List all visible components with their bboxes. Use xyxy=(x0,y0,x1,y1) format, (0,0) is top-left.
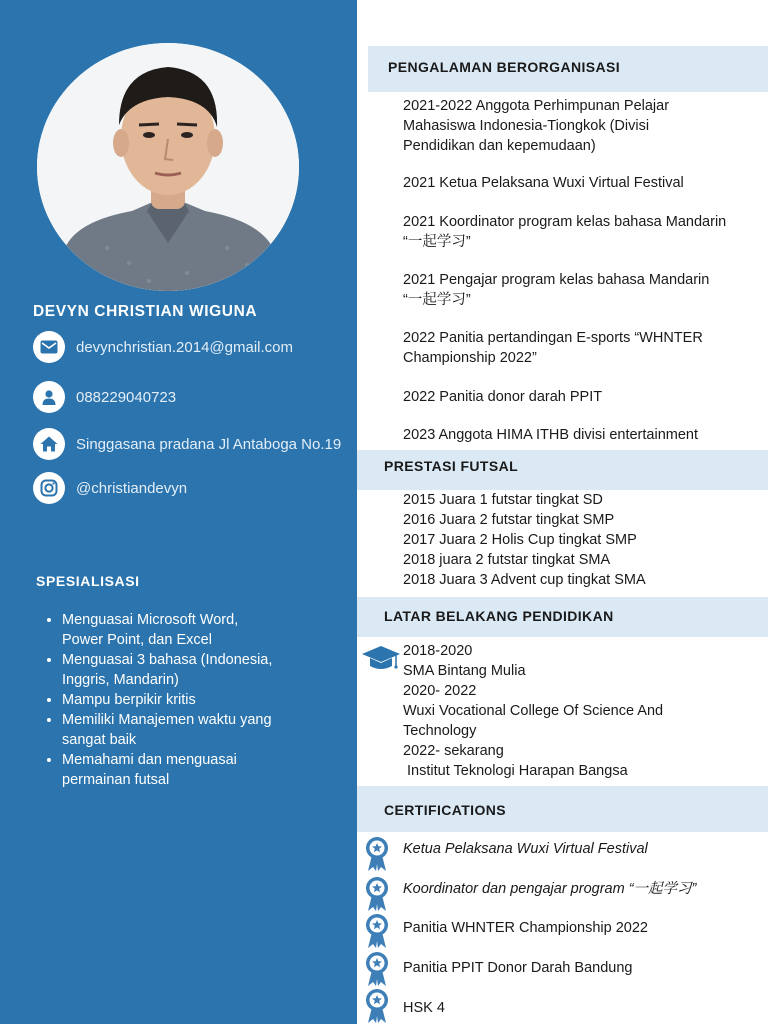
futsal-heading: PRESTASI FUTSAL xyxy=(384,458,519,474)
contact-email[interactable] xyxy=(33,331,293,363)
address-text: Singgasana pradana Jl Antaboga No.19 xyxy=(76,435,342,453)
education-line: SMA Bintang Mulia xyxy=(403,663,526,679)
education-line: 2018-2020 xyxy=(403,643,473,659)
organization-item: 2021 Pengajar program kelas bahasa Mandarin “一起学习” xyxy=(403,272,710,308)
futsal-item: 2016 Juara 2 futstar tingkat SMP xyxy=(403,512,615,528)
education-line: Wuxi Vocational College Of Science And xyxy=(403,703,664,719)
instagram-text[interactable]: @christiandevyn xyxy=(76,479,188,497)
futsal-item: 2018 Juara 3 Advent cup tingkat SMA xyxy=(403,572,646,588)
certification-item: HSK 4 xyxy=(403,1000,445,1016)
portrait-illustration xyxy=(37,43,299,291)
education-line: 2022- sekarang xyxy=(403,743,504,759)
organization-heading: PENGALAMAN BERORGANISASI xyxy=(388,59,621,75)
award-ribbon-icon xyxy=(364,951,390,987)
certification-item: Koordinator dan pengajar program “一起学习” xyxy=(403,881,697,897)
contact-address xyxy=(33,428,341,460)
contact-instagram[interactable] xyxy=(33,472,187,504)
organization-item: 2022 Panitia donor darah PPIT xyxy=(403,389,603,405)
graduation-cap-icon xyxy=(361,644,401,672)
education-line: 2020- 2022 xyxy=(403,683,477,699)
email-text[interactable]: devynchristian.2014@gmail.com xyxy=(76,338,293,356)
certifications-heading: CERTIFICATIONS xyxy=(384,802,507,818)
certification-item: Panitia WHNTER Championship 2022 xyxy=(403,920,648,936)
education-line: Technology xyxy=(403,723,477,739)
futsal-item: 2018 juara 2 futstar tingkat SMA xyxy=(403,552,611,568)
education-line: Institut Teknologi Harapan Bangsa xyxy=(403,763,628,779)
envelope-icon xyxy=(33,331,65,363)
award-ribbon-icon xyxy=(364,988,390,1024)
phone-text: 088229040723 xyxy=(76,388,177,406)
home-icon xyxy=(33,428,65,460)
certification-item: Ketua Pelaksana Wuxi Virtual Festival xyxy=(403,841,648,857)
specialization-item: • Menguasai Microsoft Word, Power Point, dan Excel xyxy=(62,610,332,650)
candidate-name: DEVYN CHRISTIAN WIGUNA xyxy=(33,303,258,320)
organization-item: 2021-2022 Anggota Perhimpunan Pelajar Mahasiswa Indonesia-Tiongkok (Divisi Pendidikan dan kepemudaan) xyxy=(403,98,670,154)
education-heading: LATAR BELAKANG PENDIDIKAN xyxy=(384,608,614,624)
organization-item: 2023 Anggota HIMA ITHB divisi entertainment xyxy=(403,427,698,443)
certification-item: Panitia PPIT Donor Darah Bandung xyxy=(403,960,633,976)
futsal-list xyxy=(403,490,646,590)
profile-photo xyxy=(37,43,299,291)
award-ribbon-icon xyxy=(364,913,390,949)
specialization-item: • Memahami dan menguasai permainan futsal xyxy=(62,750,332,790)
education-list xyxy=(403,641,663,781)
organization-item: 2021 Ketua Pelaksana Wuxi Virtual Festival xyxy=(403,175,684,191)
contact-phone xyxy=(33,381,176,413)
specialization-heading: SPESIALISASI xyxy=(36,573,140,589)
instagram-icon xyxy=(33,472,65,504)
specialization-item: • Memiliki Manajemen waktu yang sangat baik xyxy=(62,710,332,750)
organization-item: 2022 Panitia pertandingan E-sports “WHNTER Championship 2022” xyxy=(403,330,703,366)
specialization-item: • Mampu berpikir kritis xyxy=(62,690,332,710)
award-ribbon-icon xyxy=(364,876,390,912)
organization-item: 2021 Koordinator program kelas bahasa Mandarin “一起学习” xyxy=(403,214,727,250)
specialization-list xyxy=(44,610,332,790)
award-ribbon-icon xyxy=(364,836,390,872)
sidebar xyxy=(0,0,357,1024)
specialization-item: • Menguasai 3 bahasa (Indonesia, Inggris, Mandarin) xyxy=(62,650,332,690)
futsal-item: 2017 Juara 2 Holis Cup tingkat SMP xyxy=(403,532,637,548)
person-icon xyxy=(33,381,65,413)
futsal-item: 2015 Juara 1 futstar tingkat SD xyxy=(403,492,603,508)
